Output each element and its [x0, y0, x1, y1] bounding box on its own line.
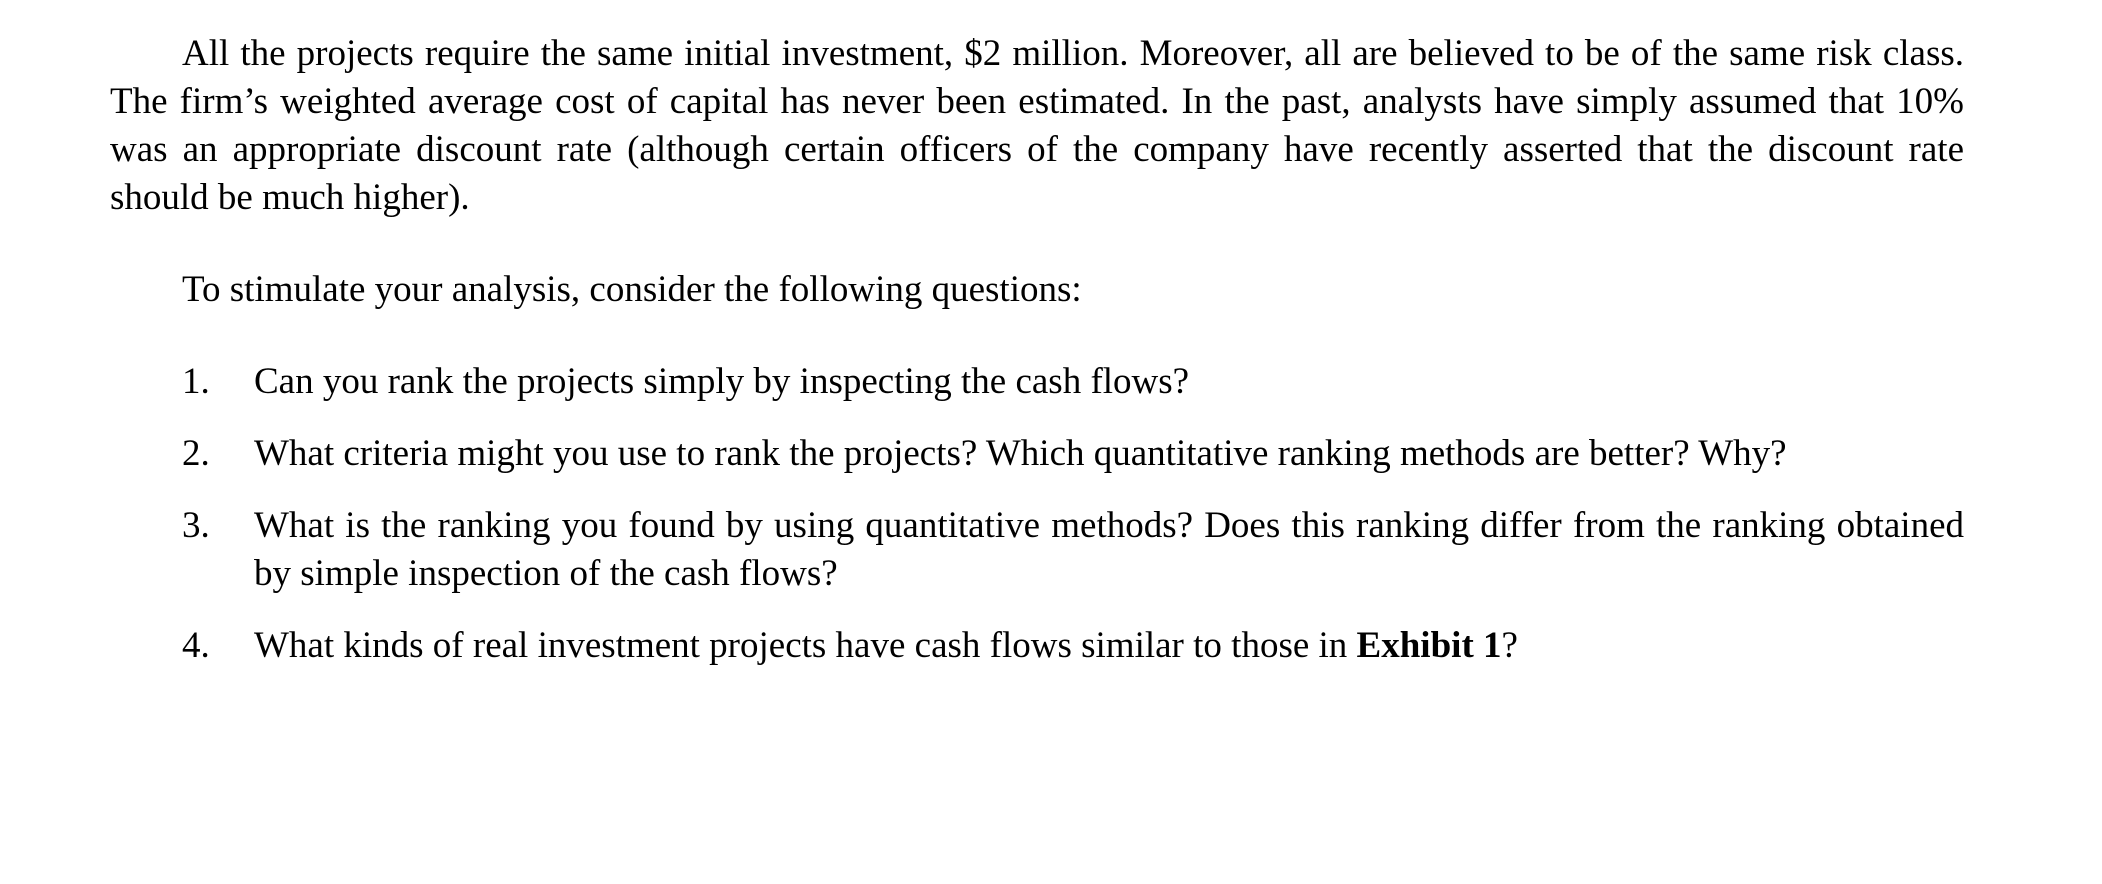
question-text: What is the ranking you found by using quantitative methods? Does this ranking differ from the ranking obtained by simple inspection of the cash flows?: [254, 505, 1964, 594]
questions-list: [110, 358, 1964, 670]
question-text-start: What kinds of real investment projects have cash flows similar to those in: [254, 625, 1357, 666]
question-number: 1.: [182, 361, 210, 402]
question-number: 2.: [182, 433, 210, 474]
question-text: [254, 625, 1518, 666]
question-number: 4.: [182, 625, 210, 666]
questions-intro: To stimulate your analysis, consider the following questions:: [182, 269, 1082, 310]
question-item: [110, 430, 1964, 478]
question-item: [110, 622, 1964, 670]
question-text: What criteria might you use to rank the projects? Which quantitative ranking methods are better? Why?: [254, 433, 1787, 474]
exhibit-reference: Exhibit 1: [1356, 625, 1502, 666]
question-item: [110, 502, 1964, 598]
question-text: Can you rank the projects simply by inspecting the cash flows?: [254, 361, 1190, 402]
document-page: [110, 30, 1964, 694]
question-number: 3.: [182, 505, 210, 546]
question-text-end: ?: [1501, 625, 1518, 666]
paragraph-investment-context: All the projects require the same initial investment, $2 million. Moreover, all are believed to be of the same risk class. The firm’s weighted average cost of capital has never been estimated. In the past, analysts have simply assumed that 10% was an appropriate discount rate (although certain officers of the company have recently asserted that the discount rate should be much higher).: [110, 33, 1964, 218]
question-item: [110, 358, 1964, 406]
